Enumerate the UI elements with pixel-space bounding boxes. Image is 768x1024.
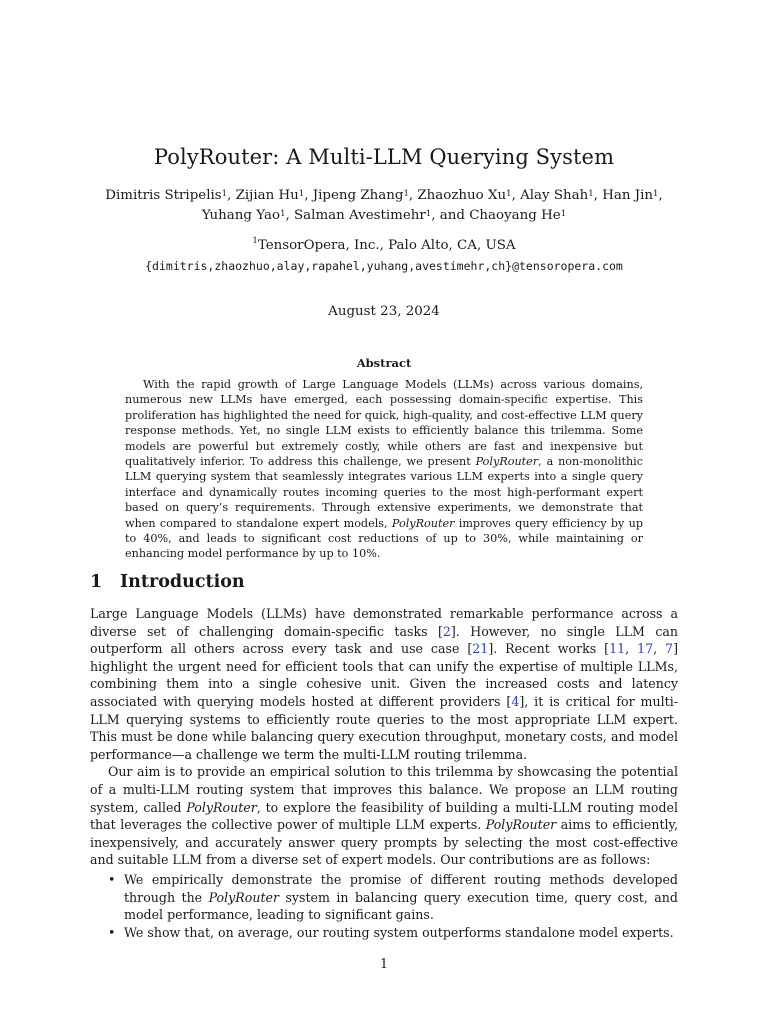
list-item-text: system in balancing query execution time, query cost, and model performance, leading to significant gains.	[124, 889, 678, 923]
author-separator: ,	[658, 188, 663, 203]
author-affil-marker: 1	[298, 189, 305, 199]
author-name: Zijian Hu	[235, 188, 299, 203]
citation-link[interactable]: 7	[665, 641, 674, 657]
author-affil-marker: 1	[560, 209, 567, 219]
author-list	[80, 186, 688, 226]
affiliation-text: TensorOpera, Inc., Palo Alto, CA, USA	[257, 238, 516, 253]
author-affil-marker: 1	[425, 209, 432, 219]
paragraph-text: ,	[653, 641, 666, 657]
citation-link[interactable]: 11	[609, 641, 626, 657]
paragraph-text: ]. Recent works [	[488, 641, 610, 657]
author-separator: ,	[408, 188, 418, 203]
paragraph-text: ,	[625, 641, 638, 657]
author-separator: , and	[431, 208, 470, 223]
system-name: PolyRouter	[208, 889, 279, 905]
paragraph-text: , to explore the feasibility of building a multi-LLM routing model that leverages the collective power of multiple LLM experts.	[90, 799, 679, 833]
abstract-text: improves query efficiency by up to 40%, and leads to significant cost reductions of up to 30%, while maintaining or enhancing model performance by up to 10%.	[125, 516, 643, 561]
list-item-text: We show that, on average, our routing system outperforms standalone model experts.	[124, 924, 674, 940]
author-name: Dimitris Stripelis	[105, 188, 222, 203]
section-number: 1	[90, 572, 103, 592]
section-title: Introduction	[120, 572, 245, 592]
abstract-text: , a non-monolithic LLM querying system that seamlessly integrates various LLM experts into a single query interface and dynamically routes incoming queries to the most high-performant expert based on query’s requirements. Through extensive experiments, we demonstrate that when compared to standalone expert models,	[125, 455, 643, 530]
system-name: PolyRouter	[186, 799, 257, 815]
paragraph-text: ] highlight the urgent need for efficient tools that can unify the expertise of multiple LLMs, combining them into a single cohesive unit. Given the increased costs and latency associated with querying models hosted at different providers [	[90, 641, 678, 709]
author-line-1	[80, 186, 688, 206]
citation-link[interactable]: 2	[442, 623, 451, 639]
paragraph	[90, 605, 678, 763]
author-emails: {dimitris,zhaozhuo,alay,rapahel,yuhang,avestimehr,ch}@tensoropera.com	[145, 259, 623, 273]
paragraph-text: ]. However, no single LLM can outperform all others across every task and use case [	[90, 623, 678, 657]
author-affil-marker: 1	[506, 189, 512, 199]
page-number: 1	[379, 956, 388, 971]
bullet-marker: •	[108, 924, 116, 940]
citation-link[interactable]: 21	[472, 641, 489, 657]
citation-link[interactable]: 4	[511, 693, 520, 709]
contribution-list	[90, 871, 678, 941]
list-item-text: We empirically demonstrate the promise of different routing methods developed through the	[124, 871, 678, 905]
system-name: PolyRouter	[391, 516, 455, 530]
affiliation	[0, 238, 768, 253]
paragraph	[90, 763, 678, 869]
paragraph-text: ], it is critical for multi-LLM querying systems to efficiently route queries to the most appropriate LLM expert. This must be done while balancing query execution throughput, monetary costs, and model performance—a challenge we term the multi-LLM routing trilemma.	[90, 693, 678, 762]
list-item	[108, 924, 678, 942]
author-separator: ,	[227, 188, 236, 203]
paragraph-text: Large Language Models (LLMs) have demonstrated remarkable performance across a diverse set of challenging domain-specific tasks [	[90, 606, 678, 639]
author-separator: ,	[304, 188, 313, 203]
author-affil-marker: 1	[653, 189, 659, 199]
section-heading	[90, 572, 245, 592]
abstract-text: With the rapid growth of Large Language Models (LLMs) across various domains, numerous new LLMs have emerged, each possessing domain-specific expertise. This proliferation has highlighted the need for quick, high-quality, and cost-effective LLM query response methods. Yet, no single LLM exists to efficiently balance this trilemma. Some models are powerful but extremely costly, while others are fast and inexpensive but qualitatively inferior. To address this challenge, we present	[125, 378, 643, 469]
author-separator: ,	[511, 188, 521, 203]
citation-link[interactable]: 17	[637, 641, 654, 657]
author-name: Han Jin	[602, 188, 654, 203]
affiliation-marker: 1	[252, 236, 258, 246]
author-name: Jipeng Zhang	[312, 188, 404, 203]
author-name: Alay Shah	[520, 188, 589, 203]
list-item	[108, 871, 678, 924]
system-name: PolyRouter	[475, 455, 539, 469]
author-affil-marker: 1	[280, 209, 286, 219]
author-affil-marker: 1	[588, 189, 594, 199]
system-name: PolyRouter	[485, 817, 557, 833]
paper-title: PolyRouter: A Multi-LLM Querying System	[153, 145, 615, 169]
section-body	[90, 605, 678, 941]
bullet-marker: •	[108, 871, 116, 887]
author-affil-marker: 1	[221, 189, 228, 199]
publication-date: August 23, 2024	[328, 304, 440, 319]
paragraph-text: Our aim is to provide an empirical solution to this trilemma by showcasing the potential of a multi-LLM routing system that improves this balance. We propose an LLM routing system, called	[90, 764, 678, 815]
author-separator: ,	[285, 208, 294, 223]
author-separator: ,	[593, 188, 603, 203]
author-name: Salman Avestimehr	[294, 208, 426, 223]
author-line-2	[80, 206, 688, 226]
author-name: Zhaozhuo Xu	[417, 188, 507, 203]
paragraph-text: aims to efficiently, inexpensively, and accurately answer query prompts by selecting the most cost-effective and suitable LLM from a diverse set of expert models. Our contributions are as follows:	[90, 817, 678, 868]
abstract-body	[125, 377, 643, 562]
author-name: Chaoyang He	[469, 208, 561, 223]
abstract-heading: Abstract	[356, 356, 412, 370]
author-name: Yuhang Yao	[201, 208, 281, 223]
author-affil-marker: 1	[403, 189, 409, 199]
